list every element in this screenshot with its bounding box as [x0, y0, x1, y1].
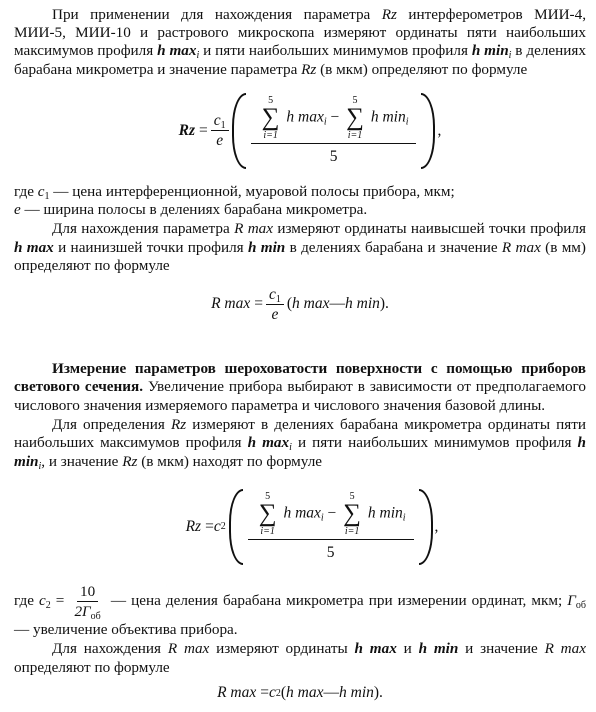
- paragraph-where-c2: где $c_2$ = $\frac{10}{2\Gamma_{об}}$ — цена деления барабана микрометра при измерении ординат, мкм; $\Gamma_{об}$ — увеличение объектива прибора.: [14, 583, 586, 639]
- big-parentheses: [229, 489, 433, 565]
- big-parentheses: [232, 93, 436, 169]
- formula-rz-light-section: Rz = c 2 5 ∑ i=1 h $\max_i$ − 5 ∑ i=1 h $\min_i$ 5 ,: [38, 471, 586, 583]
- fraction-c1-over-e: $\frac{c_1}{e}$: [266, 286, 284, 323]
- formula-rmax-2: R max = c 2 ( h max — h min ).: [217, 684, 383, 702]
- sum-symbol: 5 ∑ i=1: [261, 94, 280, 141]
- formula-rmax-1: R max = $\frac{c_1}{e}$ ( h max — h min ).: [211, 286, 389, 324]
- fraction-sums-over-5: 5 ∑ i=1 h $\max_i$ − 5 ∑ i=1 h $\min_i$ 5: [248, 491, 414, 563]
- paragraph-rz-light-section: Для определения Rz измеряют в делениях барабана микрометра ординаты пяти наибольших максимумов профиля h $\max_i и$ пяти наибольших минимумов профиля h $\min_i$, и значение Rz (в мкм) находят по формуле: [14, 415, 587, 472]
- fraction-sums-over-5: 5 ∑ i=1 h $\max_i$ − 5 ∑ i=1 h $\min_i$ 5: [251, 95, 417, 167]
- sum-symbol: 5 ∑ i=1: [346, 94, 364, 141]
- fraction-10-over-2gamma: $\frac{10}{2\Gamma_{об}}$: [74, 583, 101, 623]
- section-heading: Измерение параметров шероховатости поверхности с помощью приборов светового сечения.: [14, 359, 586, 396]
- paragraph-where-c1: где $c_1$ — цена интерференционной, муаровой полосы прибора, мкм; e — ширина полосы в делениях барабана микрометра.: [14, 182, 455, 219]
- fraction-c1-over-e: $\frac{c_1}{e}$: [211, 112, 229, 149]
- paragraph-rmax-2: Для нахождения R max измеряют ординаты h max и h min и значение R max определяют по формуле: [14, 640, 586, 676]
- paragraph-rmax-1: Для нахождения параметра R max измеряют ординаты наивысшей точки профиля h max и наинизшей точки профиля h min в делениях барабана и значение R max (в мм) определяют по формуле: [14, 220, 586, 275]
- formula-rz-interferometer: Rz = $\frac{c_1}{e}$ 5 ∑ i=1 h $\max_i$ − 5 ∑ i=1 h $\min_i$ 5 ,: [34, 79, 586, 183]
- paragraph-interferometer: При применении для нахождения параметра Rz интерферометров МИИ-4, МИИ-5, МИИ-10 и растрового микроскопа измеряют ординаты пяти наибольших максимумов профиля h $\max_i и$ пяти наибольших минимумов профиля h $\min_i в$ делениях барабана микрометра и значение параметра Rz (в мкм) определяют по формуле: [14, 6, 586, 78]
- paragraph-light-section: Измерение параметров шероховатости поверхности с помощью приборов светового сечения. Увеличение прибора выбирают в зависимости от предполагаемого числового значения измеряемого параметра и числового значения базовой длины.: [14, 359, 586, 414]
- sum-symbol: 5 ∑ i=1: [258, 491, 277, 538]
- sum-symbol: 5 ∑ i=1: [343, 491, 361, 538]
